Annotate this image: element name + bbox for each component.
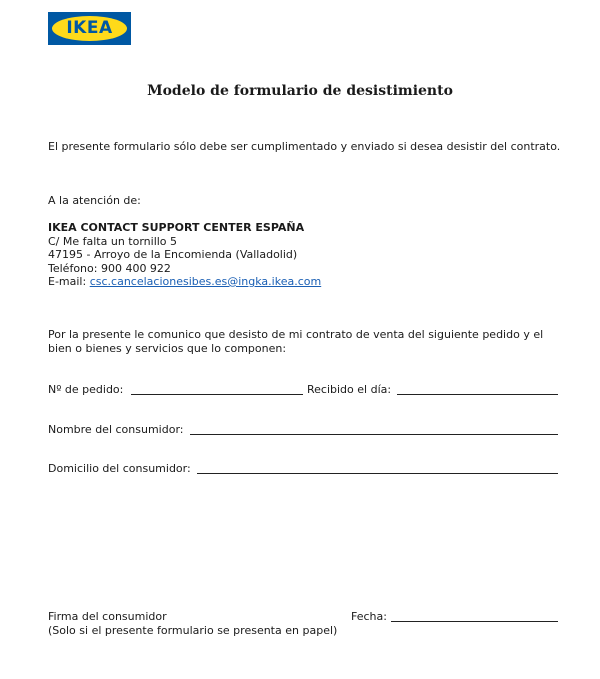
received-date-field[interactable]	[397, 394, 558, 395]
date-field[interactable]	[391, 621, 558, 622]
received-date-label: Recibido el día:	[307, 383, 392, 396]
logo-wordmark: IKEA	[66, 18, 113, 38]
consumer-address-label: Domicilio del consumidor:	[48, 462, 191, 475]
date-label: Fecha:	[351, 610, 387, 623]
consumer-name-field[interactable]	[190, 434, 558, 435]
signature-note-suffix: )	[333, 624, 338, 637]
attention-label: A la atención de:	[48, 194, 141, 207]
address-city: 47195 - Arroyo de la Encomienda (Valladolid)	[48, 248, 298, 261]
order-number-label: Nº de pedido:	[48, 383, 124, 396]
email-label: E-mail:	[48, 275, 87, 288]
statement-line-1: Por la presente le comunico que desisto de mi contrato de venta del siguiente pedido y el	[48, 328, 544, 341]
address-street: C/ Me falta un tornillo 5	[48, 235, 178, 248]
page-title: Modelo de formulario de desistimiento	[147, 83, 453, 99]
signature-label: Firma del consumidor	[48, 610, 167, 623]
consumer-name-label: Nombre del consumidor:	[48, 423, 184, 436]
intro-text: El presente formulario sólo debe ser cumplimentado y enviado si desea desistir del contrato.	[48, 140, 561, 153]
address-email-row	[48, 275, 321, 289]
email-link[interactable]: csc.cancelacionesibes.es@ingka.ikea.com	[89, 275, 322, 288]
signature-note	[48, 624, 337, 638]
address-phone: Teléfono: 900 400 922	[48, 262, 171, 275]
statement-line-2: bien o bienes y servicios que lo componen:	[48, 342, 287, 355]
ikea-logo	[48, 12, 131, 45]
signature-note-emph: en papel	[285, 624, 334, 637]
consumer-address-field[interactable]	[197, 473, 558, 474]
company-name: IKEA CONTACT SUPPORT CENTER ESPAÑA	[48, 221, 305, 234]
signature-note-prefix: (Solo si el presente formulario se presenta	[48, 624, 282, 637]
order-number-field[interactable]	[131, 394, 303, 395]
